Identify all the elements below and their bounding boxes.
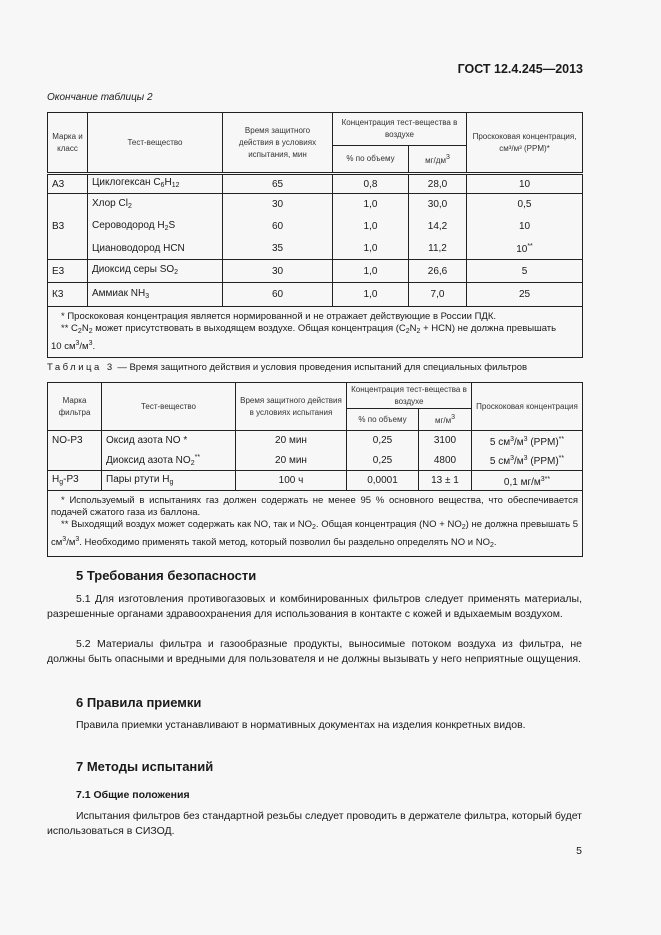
table-row	[48, 216, 583, 238]
table-row	[48, 431, 583, 451]
cell-breakthrough: 0,1 $мг/м^{3**}$	[472, 471, 583, 491]
cell-substance: Диоксид азота $NO_2^{**}$	[102, 451, 236, 471]
cell-mg: 28,0	[409, 174, 467, 194]
cell-time: 20 мин	[236, 431, 347, 451]
col-header-mg: $мг/м^3$	[419, 409, 472, 431]
footnote-1: * Используемый в испытаниях газ должен содержать не менее 95 % основного вещества, что обеспечивается подачей сжатого газа из баллона.	[51, 495, 578, 518]
cell-percent: 1,0	[333, 260, 409, 283]
table-row	[48, 283, 583, 307]
footnote-2: ** Выходящий воздух может содержать как NO, так и $NO_2$. Общая концентрация $(NO + NO_2)$ не должна превышать 5 $см^3/м^3$. Необходимо применять такой метод, который позволил бы раздельно определять NO и $NO_2$.	[51, 519, 578, 549]
cell-mg: 30,0	[409, 194, 467, 216]
footnote-2: ** $C_2N_2$ может присутствовать в выходящем воздухе. Общая концентрация $(C_2N_2 + HCN)$ не должна превышать	[61, 323, 557, 335]
table-row	[48, 260, 583, 283]
cell-percent: 1,0	[333, 238, 409, 260]
cell-mark: $H_g-P3$	[48, 471, 102, 491]
table-row	[48, 194, 583, 216]
cell-breakthrough: 25	[467, 283, 583, 307]
col-header-concentration: Концентрация тест-вещества в воздухе	[347, 383, 472, 409]
section-5-paragraph-1: 5.1 Для изготовления противогазовых и комбинированных фильтров следует применять материалы, разрешенные органами здравоохранения для использования в контакте с кожей и вдыхаемым воздухом.	[47, 593, 582, 620]
table2-continuation-caption: Окончание таблицы 2	[47, 92, 153, 103]
section-6-title: 6 Правила приемки	[76, 695, 202, 710]
section-7-1-title: 7.1 Общие положения	[76, 789, 190, 801]
table-row	[48, 238, 583, 260]
cell-substance: Хлор $Cl_2$	[88, 194, 223, 216]
cell-time: 30	[223, 260, 333, 283]
cell-time: 35	[223, 238, 333, 260]
cell-time: 65	[223, 174, 333, 194]
cell-time: 20 мин	[236, 451, 347, 471]
table-footnotes	[48, 307, 583, 358]
table-row	[48, 471, 583, 491]
col-header-percent: % по объему	[347, 409, 419, 431]
cell-mg: 4800	[419, 451, 472, 471]
col-header-mark: Марка и класс	[48, 113, 88, 174]
cell-time: 30	[223, 194, 333, 216]
cell-mark: Е3	[48, 260, 88, 283]
section-5-paragraph-2: 5.2 Материалы фильтра и газообразные продукты, выносимые потоком воздуха из фильтра, не должны быть опасными и вредными для пользователя и не должны вызывать у него неприятные ощущения.	[47, 638, 582, 665]
cell-percent: 0,25	[347, 451, 419, 471]
cell-substance: Пары ртути $H_g$	[102, 471, 236, 491]
cell-mg: 11,2	[409, 238, 467, 260]
col-header-concentration: Концентрация тест-вещества в воздухе	[333, 113, 467, 146]
cell-substance: Циановодород HCN	[88, 238, 223, 260]
table-footnotes	[48, 491, 583, 557]
cell-mg: 13 ± 1	[419, 471, 472, 491]
cell-substance: Циклогексан $C_6H_{12}$	[88, 174, 223, 194]
cell-breakthrough: 10	[467, 174, 583, 194]
col-header-breakthrough: Проскоковая концентрация, см³/м³ (PPM)*	[467, 113, 583, 174]
cell-breakthrough: 5 $см^3/м^3$ (PPM)**	[472, 451, 583, 471]
cell-mark: NO-P3	[48, 431, 102, 471]
section-5-title: 5 Требования безопасности	[76, 568, 257, 583]
cell-time: 60	[223, 216, 333, 238]
col-header-percent: % по объему	[333, 146, 409, 174]
cell-substance: Сероводород $H_2S$	[88, 216, 223, 238]
unit-label: мг/дм	[425, 155, 446, 165]
cell-time: 60	[223, 283, 333, 307]
cell-breakthrough: 5	[467, 260, 583, 283]
col-header-substance: Тест-вещество	[102, 383, 236, 431]
cell-substance: Диоксид серы $SO_2$	[88, 260, 223, 283]
cell-mark: В3	[48, 194, 88, 260]
cell-mg: 26,6	[409, 260, 467, 283]
col-header-mark: Марка фильтра	[48, 383, 102, 431]
table-3	[47, 382, 583, 557]
cell-substance: Аммиак $NH_3$	[88, 283, 223, 307]
table3-caption-text: — Время защитного действия и условия проведения испытаний для специальных фильтров	[117, 362, 528, 373]
table-2	[47, 112, 583, 358]
cell-breakthrough: 10**	[467, 238, 583, 260]
section-7-1-paragraph-1: Испытания фильтров без стандартной резьбы следует проводить в держателе фильтра, который будет использоваться в СИЗОД.	[47, 810, 582, 837]
footnote-1: * Проскоковая концентрация является нормированной и не отражает действующие в России ПДК.	[61, 311, 497, 322]
cell-mark: К3	[48, 283, 88, 307]
cell-percent: 1,0	[333, 194, 409, 216]
col-header-time: Время защитного действия в условиях испытания, мин	[223, 113, 333, 174]
cell-percent: 0,25	[347, 431, 419, 451]
cell-percent: 1,0	[333, 283, 409, 307]
col-header-time: Время защитного действия в условиях испытания	[236, 383, 347, 431]
cell-mark: А3	[48, 174, 88, 194]
table-row	[48, 451, 583, 471]
cell-percent: 1,0	[333, 216, 409, 238]
col-header-breakthrough: Проскоковая концентрация	[472, 383, 583, 431]
cell-mg: 3100	[419, 431, 472, 451]
cell-breakthrough: 10	[467, 216, 583, 238]
cell-breakthrough: 0,5	[467, 194, 583, 216]
cell-time: 100 ч	[236, 471, 347, 491]
cell-percent: 0,0001	[347, 471, 419, 491]
cell-mg: 14,2	[409, 216, 467, 238]
table3-caption	[47, 362, 527, 373]
col-header-substance: Тест-вещество	[88, 113, 223, 174]
table-row	[48, 174, 583, 194]
table3-caption-label: Таблица 3	[47, 362, 115, 373]
unit-label: мг/м	[434, 416, 452, 425]
footnote-2-cont: 10 $см^3/м^3$.	[51, 340, 96, 352]
document-standard-header: ГОСТ 12.4.245—2013	[457, 62, 583, 76]
cell-breakthrough: 5 $см^3/м^3$ (PPM)**	[472, 431, 583, 451]
page-number: 5	[576, 845, 582, 857]
cell-substance: Оксид азота NO *	[102, 431, 236, 451]
cell-mg: 7,0	[409, 283, 467, 307]
section-7-title: 7 Методы испытаний	[76, 759, 214, 774]
cell-percent: 0,8	[333, 174, 409, 194]
section-6-paragraph-1: Правила приемки устанавливают в нормативных документах на изделия конкретных видов.	[76, 719, 526, 731]
col-header-mg: $мг/дм^3$	[409, 146, 467, 174]
